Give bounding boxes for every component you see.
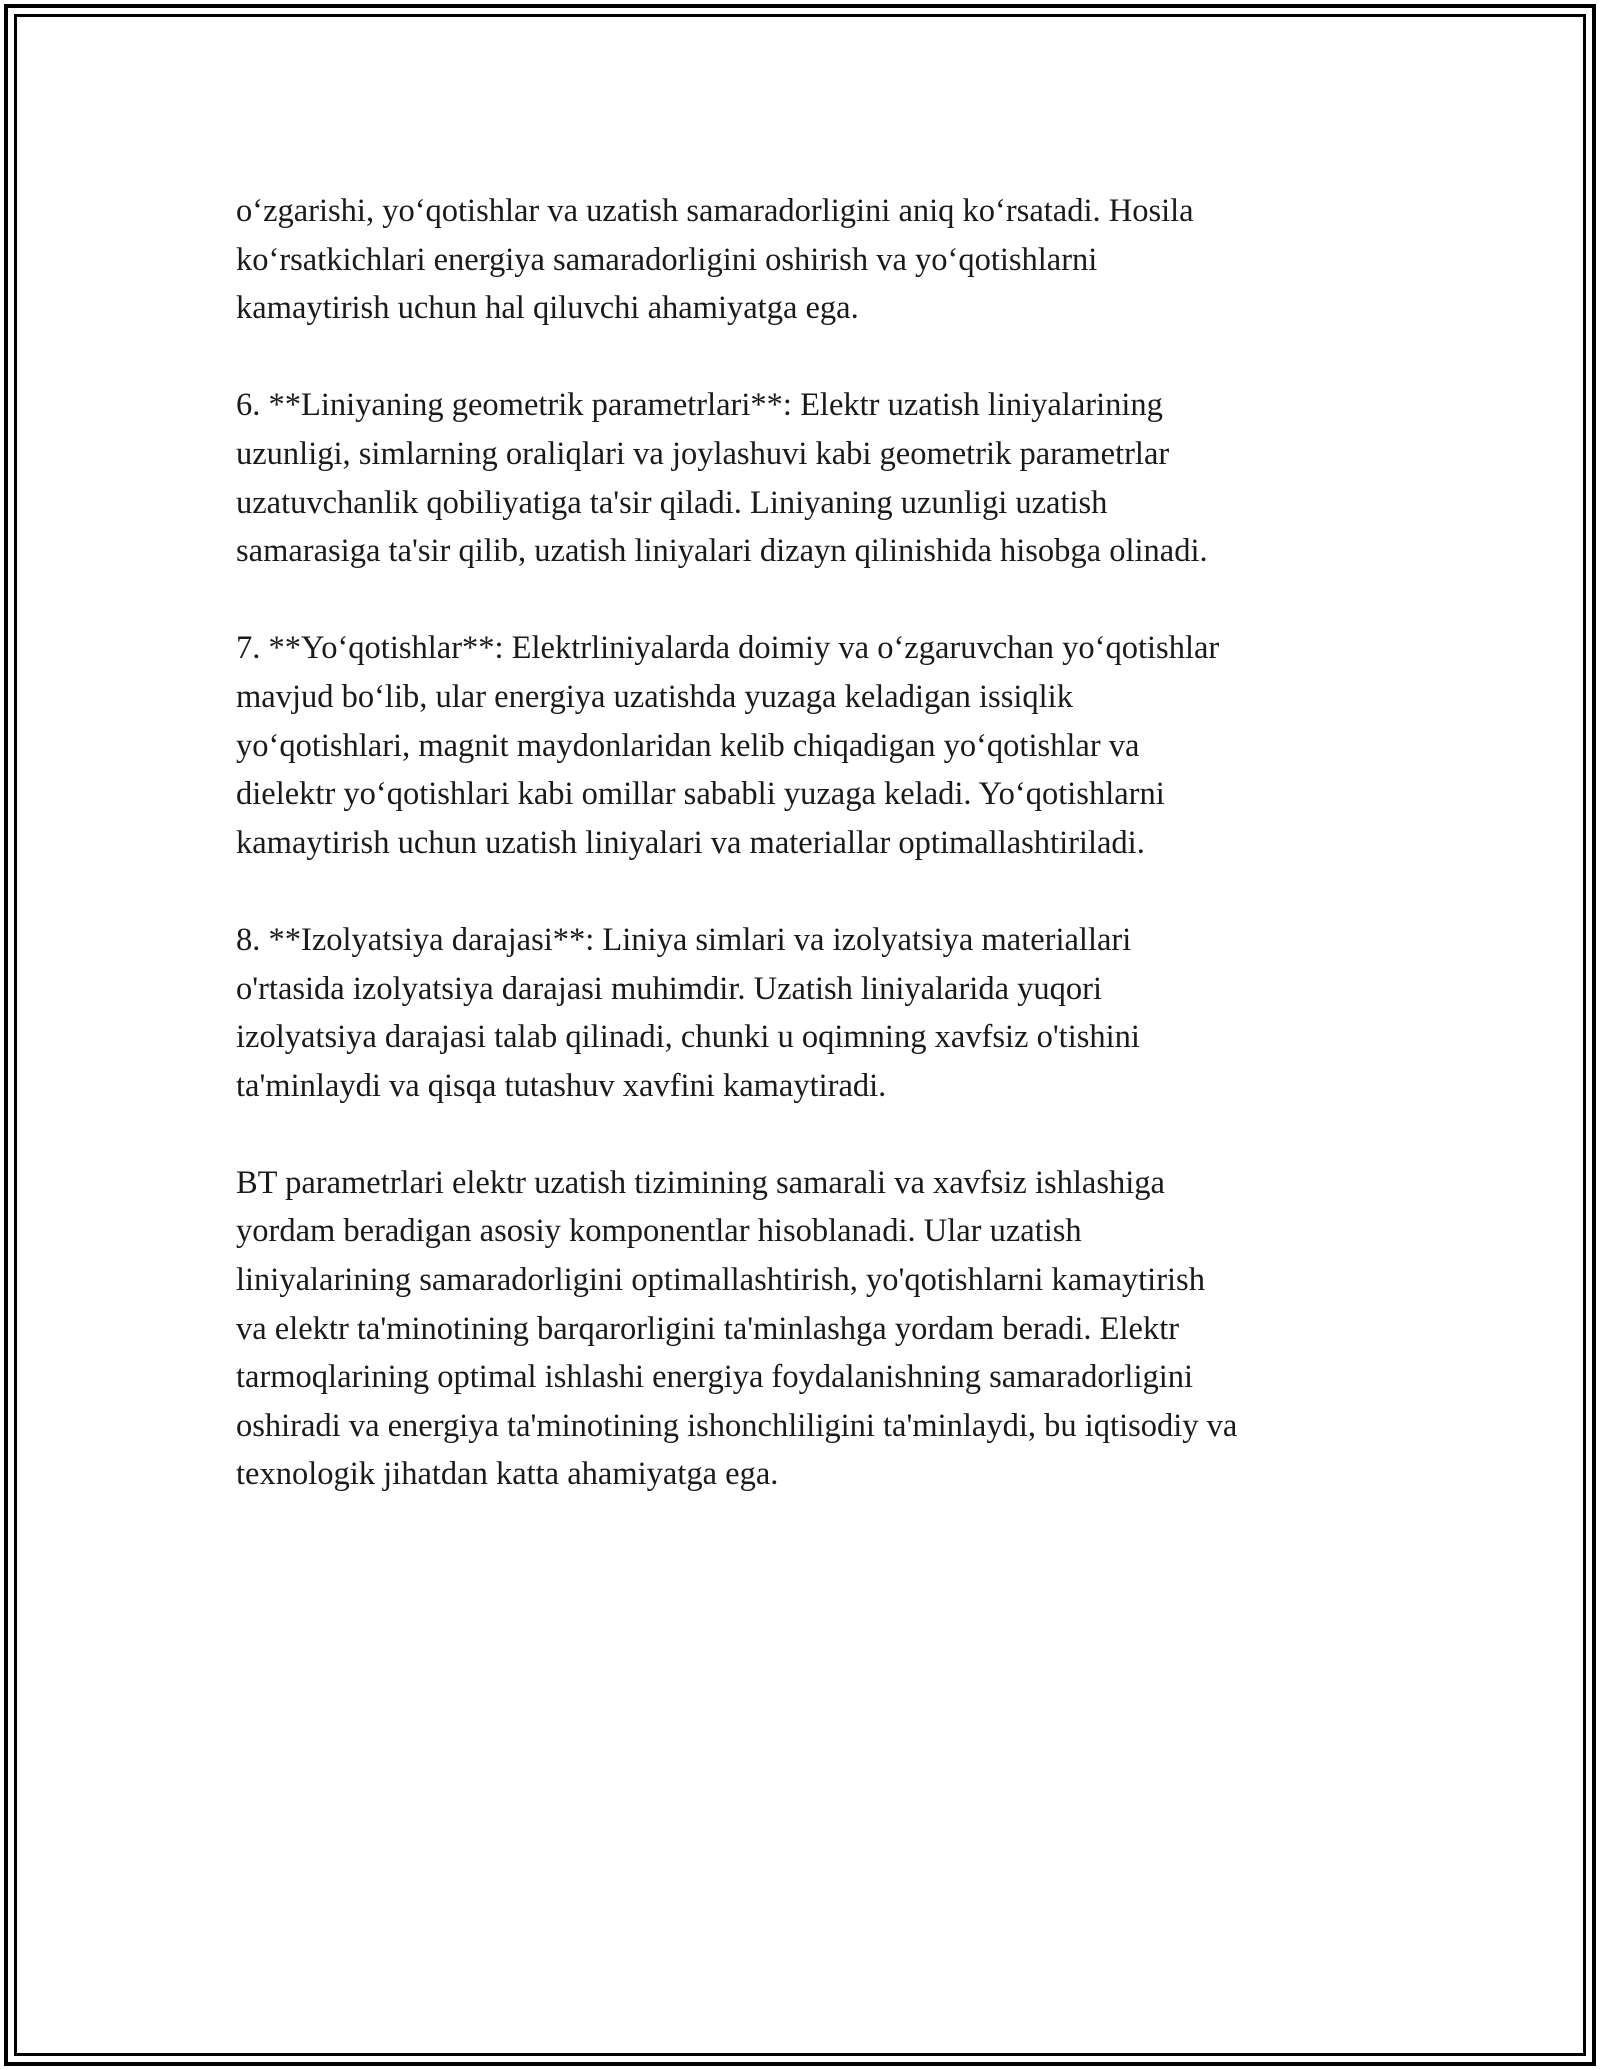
text-line: oshiradi va energiya ta'minotining ishonchliligini ta'minlaydi, bu iqtisodiy va (236, 1407, 1238, 1444)
document-body (236, 187, 1386, 1548)
paragraph-item-8 (236, 916, 1386, 1110)
paragraph-conclusion (236, 1159, 1386, 1499)
text-line: kamaytirish uchun uzatish liniyalari va materiallar optimallashtiriladi. (236, 824, 1145, 861)
text-line: uzatuvchanlik qobiliyatiga ta'sir qiladi. Liniyaning uzunligi uzatish (236, 484, 1108, 521)
text-line: uzunligi, simlarning oraliqlari va joylashuvi kabi geometrik parametrlar (236, 435, 1170, 472)
text-line: samarasiga ta'sir qilib, uzatish liniyalari dizayn qilinishida hisobga olinadi. (236, 533, 1208, 570)
text-line: o‘zgarishi, yo‘qotishlar va uzatish samaradorligini aniq ko‘rsatadi. Hosila (236, 193, 1194, 229)
text-line: BT parametrlari elektr uzatish tizimining samarali va xavfsiz ishlashiga (236, 1164, 1165, 1201)
text-line: yo‘qotishlari, magnit maydonlaridan kelib chiqadigan yo‘qotishlar va (236, 727, 1140, 764)
text-line: izolyatsiya darajasi talab qilinadi, chunki u oqimning xavfsiz o'tishini (236, 1019, 1140, 1056)
text-line: liniyalarining samaradorligini optimallashtirish, yo'qotishlarni kamaytirish (236, 1262, 1205, 1299)
text-line: texnologik jihatdan katta ahamiyatga ega. (236, 1456, 779, 1493)
paragraph-item-7 (236, 624, 1386, 867)
text-line: mavjud bo‘lib, ular energiya uzatishda yuzaga keladigan issiqlik (236, 678, 1073, 715)
text-line: 6. **Liniyaning geometrik parametrlari**: Elektr uzatish liniyalarining (236, 387, 1163, 424)
text-line: kamaytirish uchun hal qiluvchi ahamiyatga ega. (236, 290, 859, 327)
text-line: yordam beradigan asosiy komponentlar hisoblanadi. Ular uzatish (236, 1213, 1082, 1250)
text-line: ko‘rsatkichlari energiya samaradorligini oshirish va yo‘qotishlarni (236, 241, 1098, 278)
paragraph-continuation (236, 187, 1386, 333)
text-line: o'rtasida izolyatsiya darajasi muhimdir. Uzatish liniyalarida yuqori (236, 970, 1102, 1007)
text-line: 7. **Yo‘qotishlar**: Elektrliniyalarda doimiy va o‘zgaruvchan yo‘qotishlar (236, 630, 1220, 667)
text-line: dielektr yo‘qotishlari kabi omillar sababli yuzaga keladi. Yo‘qotishlarni (236, 776, 1165, 813)
paragraph-item-6 (236, 381, 1386, 575)
text-line: va elektr ta'minotining barqarorligini ta'minlashga yordam beradi. Elektr (236, 1310, 1180, 1347)
text-line: tarmoqlarining optimal ishlashi energiya foydalanishning samaradorligini (236, 1359, 1194, 1396)
text-line: 8. **Izolyatsiya darajasi**: Liniya simlari va izolyatsiya materiallari (236, 921, 1132, 958)
text-line: ta'minlaydi va qisqa tutashuv xavfini kamaytiradi. (236, 1067, 887, 1104)
